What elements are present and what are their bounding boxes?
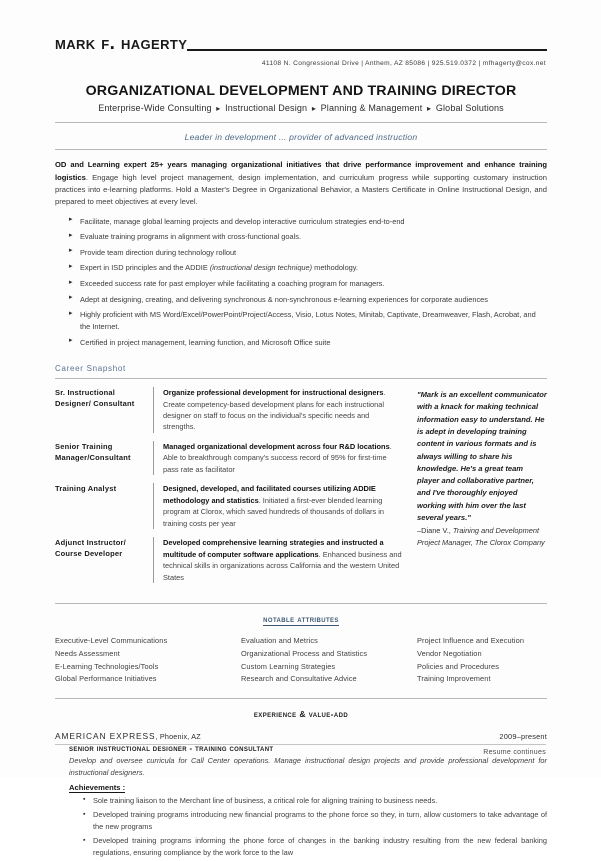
role-title: Training Analyst: [55, 484, 117, 494]
bullet-separator-icon: ▸: [311, 104, 316, 114]
list-item: Research and Consultative Advice: [241, 674, 357, 684]
list-item: Training Improvement: [417, 674, 491, 684]
page-title: ORGANIZATIONAL DEVELOPMENT AND TRAINING DIRECTOR: [85, 83, 517, 99]
list-item: ▸ Provide team direction during technology rollout: [69, 247, 547, 258]
achievements-list: [55, 795, 547, 859]
footer-divider: [55, 744, 546, 745]
profile-summary: [55, 159, 547, 208]
attribution-title: Training and Development Project Manager, The Clorox Company: [417, 526, 545, 547]
section-label: experience & value-add: [253, 709, 349, 720]
list-item: E-Learning Technologies/Tools: [55, 661, 159, 671]
bullet-separator-icon: ▸: [427, 104, 432, 114]
experience-entry-header: [55, 731, 547, 741]
resume-header: [55, 34, 547, 53]
addie-italic: (instructional design technique): [209, 263, 313, 273]
specialty-item: Planning & Management: [320, 103, 423, 114]
notable-attributes-columns: [55, 635, 547, 686]
table-row: [55, 483, 403, 529]
role-description: [153, 441, 403, 475]
list-item: [69, 262, 547, 273]
role-title: Sr. Instructional Designer/ Consultant: [55, 388, 135, 409]
role-description-text: . Initiated a first-ever blended learning program at Clorox, which saved hundreds of thousands of dollars in training costs per year: [163, 495, 385, 528]
testimonial-quote: "Mark is an excellent communicator with a knack for making technical information easy to understand. He is adept in developing training content in various formats and is always willing to share his knowledge. He's a great team player and collaborative partner, and I've thoroughly enjoyed working with him over the last several years.": [417, 390, 547, 523]
role-description-bold: Organize professional development for instructional designers: [163, 388, 384, 398]
tagline-band: [55, 122, 547, 150]
list-item: ▸ Facilitate, manage global learning projects and develop interactive curriculum strategies end-to-end: [69, 216, 547, 227]
testimonial-block: [403, 387, 547, 591]
section-label: notable attributes: [263, 614, 339, 625]
career-snapshot-section: [55, 387, 547, 591]
list-item: ▪ Sole training liaison to the Merchant line of business, a critical role for aligning training to business needs.: [83, 795, 547, 807]
role-description-bold: Managed organizational development across four R&D locations: [163, 441, 390, 451]
job-title: senior instructional designer - training consultant: [69, 744, 274, 754]
role-description-text: . Enhanced business and technical skills in organizations across California and the western United States: [163, 549, 402, 582]
header-rule: [187, 49, 547, 51]
employment-dates: 2009–present: [499, 732, 547, 742]
list-item: Evaluation and Metrics: [241, 636, 318, 646]
list-item: ▸ Exceeded success rate for past employer while facilitating a coaching program for managers.: [69, 278, 547, 289]
bullet-separator-icon: ▸: [216, 104, 221, 114]
list-item: ▸ Certified in project management, learning function, and Microsoft Office suite: [69, 337, 547, 348]
role-title: Adjunct Instructor/ Course Developer: [55, 538, 126, 559]
role-description-text: . Able to breakthrough company's success record of 95% for first-time pass rate as facilitator: [163, 441, 392, 474]
role-description: [153, 387, 403, 433]
list-item: Organizational Process and Statistics: [241, 648, 368, 658]
list-item: ▸ Highly proficient with MS Word/Excel/PowerPoint/Project/Access, Visio, Lotus Notes, Minitab, Captivate, Dreamweaver, Flash, Acrobat, and the Internet.: [69, 309, 547, 332]
page-footer: [55, 744, 546, 756]
achievements-label-text: Achievements: [69, 782, 121, 792]
list-item: Global Performance Initiatives: [55, 674, 157, 684]
attributes-column: [55, 635, 241, 686]
employer-name: [55, 731, 201, 741]
contact-line: 41108 N. Congressional Drive | Anthem, AZ 85086 | 925.519.0372 | mfhagerty@cox.net: [261, 60, 546, 67]
specialty-item: Enterprise-Wide Consulting: [98, 103, 212, 114]
footer-note: Resume continues: [483, 749, 546, 756]
table-row: [55, 441, 403, 475]
attributes-column: [241, 635, 417, 686]
list-item: ▪ Developed training programs informing the phone force of changes in the banking industry resulting from the new federal banking regulations, ensuring compliance by the work force to the law: [83, 835, 547, 859]
role-title: Senior Training Manager/Consultant: [55, 441, 131, 463]
table-row: [55, 387, 403, 433]
role-description: [153, 537, 403, 583]
achievements-colon: :: [120, 782, 126, 792]
role-description: [153, 483, 403, 529]
specialty-item: Global Solutions: [435, 103, 504, 114]
career-snapshot-table: [55, 387, 403, 591]
experience-heading: [55, 698, 547, 722]
job-description: Develop and oversee curricula for Call Center operations. Manage instructional design projects and provide professional development for instructional designers.: [69, 756, 547, 777]
notable-attributes-heading: [55, 603, 547, 627]
list-item: Vendor Negotiation: [417, 648, 482, 658]
role-description-bold: Developed comprehensive learning strategies and instructed a multitude of computer software applications: [163, 538, 384, 559]
table-row: [55, 537, 403, 583]
summary-lead: OD and Learning expert 25+ years managing organizational initiatives that drive performance improvement and enhance training logistics: [55, 160, 547, 182]
role-description-bold: Designed, developed, and facilitated courses utilizing ADDIE methodology and statistics: [163, 484, 376, 505]
list-item: ▸ Adept at designing, creating, and delivering synchronous & non-synchronous e-learning experiences for corporate audiences: [69, 294, 547, 305]
resume-content: [55, 0, 547, 861]
list-item: Custom Learning Strategies: [241, 661, 336, 671]
highlights-list: [55, 216, 547, 349]
testimonial-attribution: [417, 525, 547, 548]
candidate-name: mark f. hagerty: [55, 33, 188, 54]
employer-location: , Phoenix, AZ: [155, 732, 201, 742]
achievements-label: [55, 783, 547, 792]
role-description-text: . Create competency-based development plans for each instructional designer on staff to focus on the individual's specific needs and strengths.: [163, 388, 386, 432]
addie-after: methodology.: [312, 263, 358, 273]
title-block: [55, 83, 547, 113]
summary-rest: . Engage high level project management, design implementation, and curriculum progress while supporting customary instruction practices into e-learning platforms. Hold a Master's Degree in Organizational Behavior, a Masters Certificate in Online Instructional Design, and prepared to meet objectives at every level.: [55, 172, 547, 207]
list-item: Executive-Level Communications: [55, 636, 168, 646]
specialties-line: [55, 103, 547, 113]
list-item: Needs Assessment: [55, 648, 120, 658]
attributes-column: [417, 635, 547, 686]
tagline: Leader in development ... provider of advanced instruction: [184, 132, 418, 143]
section-label: Career Snapshot: [55, 364, 126, 374]
addie-before: Expert in ISD principles and the ADDIE: [80, 263, 210, 273]
list-item: Project Influence and Execution: [417, 636, 525, 646]
specialty-item: Instructional Design: [225, 103, 308, 114]
attribution-name: –Diane V.,: [417, 526, 453, 536]
list-item: Policies and Procedures: [417, 661, 499, 671]
list-item: ▪ Developed training programs introducing new financial programs to the phone force so they, in turn, allow customers to take advantage of the new programs: [83, 809, 547, 833]
employer-label: AMERICAN EXPRESS: [55, 731, 156, 742]
career-snapshot-heading: [55, 358, 547, 379]
list-item: ▸ Evaluate training programs in alignment with cross-functional goals.: [69, 231, 547, 242]
